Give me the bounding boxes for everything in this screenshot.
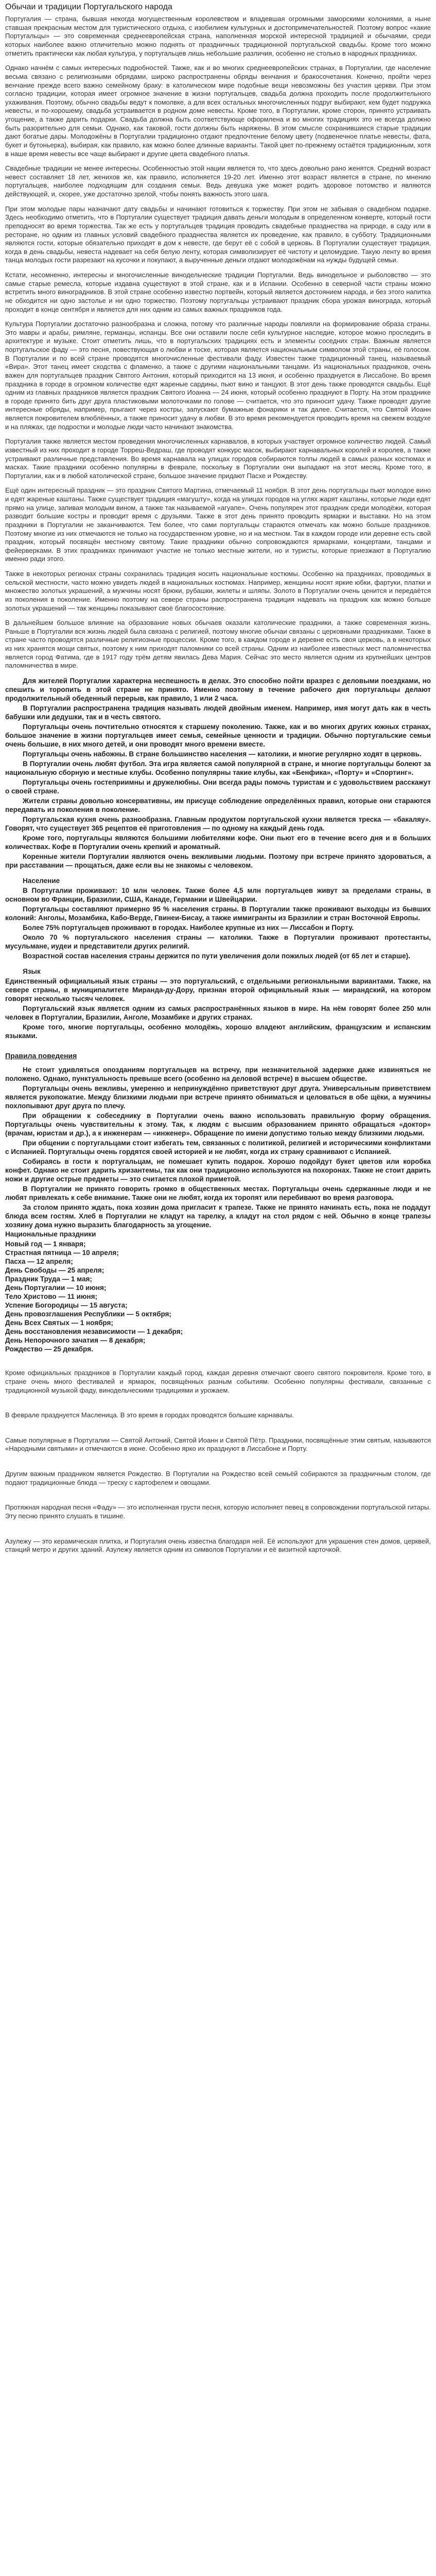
holiday-item: Рождество — 25 декабря.	[5, 1345, 93, 1353]
intro-paragraph: При этом молодые пары назначают дату свадьбы и начинают готовиться к торжеству. При этом не забывая о свадебном подарке. Здесь необходимо отметить, что в Португалии существует традиция давать деньги молодым в определенном конверте, который гости преподносят во время торжества. Так же есть у португальцев традиция проводить свадебные празднества на природе, в саду или в ресторане, но одним из главных условий свадебного празднества является их проведение, как правило, в субботу. Традиционными являются гости, которые обязательно приходят в дом к невесте, где берут её с собой в церковь. В Португалии существует традиция, когда в день свадьбы, невеста надевает на себя белую ленту, которая символизирует её чистоту и целомудрие. Такую ленту во время танца молодых гости разрезают на кусочки и покупают, а вырученные деньги отдают молодожёнам на нужды будущей семьи.	[5, 205, 431, 264]
rule-item: За столом принято ждать, пока хозяин дома пригласит к трапезе. Также не принято начинать есть, пока не подадут блюда всем гостям. Хлеб в Португалии не кладут на тарелку, а кладут на стол рядом с ней. Обычно в конце трапезы хозяину дома нужно выразить благодарность за угощение.	[5, 1204, 431, 1229]
intro-paragraph: Ещё один интересный праздник — это праздник Святого Мартина, отмечаемый 11 ноября. В этот день португальцы пьют молодое вино и едят жареные каштаны. Также существует традиция «магушту», когда на улицах городов на углях жарят каштаны, которые люди едят прямо на улице, запивая молодым вином, а также так называемой «агуапе». Очень популярен этот праздник среди молодёжи, которая разводит большие костры и проводит время с друзьями. Также в этот день принято проводить ярмарки и выставки. Но на этом праздники в Португалии не заканчиваются. Тем более, что сами португальцы стараются отмечать как можно больше праздников. Поэтому многие из них отмечаются не только на государственном уровне, но и на местном. Так в каждом городе или деревне есть свой праздник, который посвящён местному святому. Такие праздники обычно сопровождаются ярмарками, концертами, танцами и фейерверками. В этих праздниках принимают участие не только местные жители, но и туристы, которые приезжают в Португалию именно ради этого.	[5, 486, 431, 563]
closing-paragraph: Протяжная народная песня «Фаду» — это исполненная грусти песня, которую исполняет певец в сопровождении португальской гитары. Эту песню принято слушать в тишине.	[5, 1503, 431, 1520]
facts-section	[5, 676, 431, 1040]
holiday-item: Праздник Труда — 1 мая;	[5, 1275, 92, 1283]
rule-item: Собираясь в гости к португальцам, не помешает купить подарок. Хорошо подойдут букет цветов или коробка конфет. Однако не стоит дарить хризантемы, так как они традиционно используются на похоронах. Также не стоит дарить ножи и другие острые предметы — это считается плохой приметой.	[5, 1158, 431, 1183]
holidays-section	[5, 1230, 431, 1353]
population-heading: Население	[23, 876, 60, 885]
fact-item: Коренные жители Португалии являются очень вежливыми людьми. Поэтому при встрече принято здороваться, а при расставании — прощаться, даже если вы не знакомы с человеком.	[5, 852, 431, 869]
language-heading: Язык	[23, 968, 41, 976]
fact-item: Кроме того, португальцы являются большими любителями кофе. Они пьют его в течение всего дня и в больших количествах. Кофе в Португалии очень крепкий и ароматный.	[5, 834, 431, 851]
holiday-item: День восстановления независимости — 1 декабря;	[5, 1328, 183, 1336]
rule-item: Не стоит удивляться опозданиям португальцев на встречу, при незначительной задержке даже извиняться не положено. Однако, пунктуальность превыше всего (особенно на деловой встрече) в высшем обществе.	[5, 1066, 431, 1083]
intro-paragraph: Также в некоторых регионах страны сохранилась традиция носить национальные костюмы. Особенно на праздниках, проводимых в сельской местности, часто можно увидеть людей в национальных костюмах. Например, женщины носят яркие юбки, фартуки, платки и множество золотых украшений, а мужчины носят брюки, рубашки, жилеты и шляпы. Золото в Португалии очень ценится и передаётся из поколения в поколение. Именно поэтому на севере страны распространена традиция надевать на праздник как можно больше золотых украшений — так женщины показывают своё благосостояние.	[5, 570, 431, 612]
holiday-item: Страстная пятница — 10 апреля;	[5, 1249, 119, 1257]
rule-item: Португальцы очень вежливы, умеренно и непринуждённо приветствуют друг друга. Универсальным приветствием является рукопожатие. Между близкими людьми при встрече принято обниматься и целоваться в обе щёки, а мужчины похлопывают друг друга по плечу.	[5, 1084, 431, 1110]
population-item: Более 75% португальцев проживают в городах. Наиболее крупные из них — Лиссабон и Порту.	[23, 924, 354, 932]
fact-item: Португальцы очень почтительно относятся к старшему поколению. Также, как и во многих других южных странах, большое значение в жизни португальцев имеет семья, семейные ценности и традиции. Обычно португальские семьи очень большие, в них много детей, и они проводят много времени вместе.	[5, 722, 431, 748]
holiday-item: День Непорочного зачатия — 8 декабря;	[5, 1336, 146, 1345]
fact-item: Жители страны довольно консервативны, им присуще соблюдение определённых правил, которые они стараются передавать из поколения в поколение.	[5, 796, 431, 814]
intro-paragraph: Культура Португалии достаточно разнообразна и сложна, потому что различные народы повлияли на формирование образа страны. Это мавры и арабы, римляне, германцы, испанцы. Все они оставили после себя культурное наследие, которое можно проследить в архитектуре и музыке. Стоит отметить лишь, что в португальских традициях есть и элементы соседних стран. Важным является португальское фаду — это песня, повествующая о любви и тоске, которая является национальным символом этой страны, её голосом. В Португалии и по всей стране проводятся многочисленные фестивали фаду. Известен также традиционный танец, называемый «Вира». Этот танец имеет сходства с фламенко, а также с другими национальными танцами. Из национальных праздников, очень важен для португальцев праздник Святого Антония, который приходится на 13 июня, и особенно празднуется в Лиссабоне. Во время праздника в городе в огромном количестве едят жареные сардины, пьют вино и танцуют. В этот день также проводятся свадьбы. Ещё одним из главных праздников является праздник Святого Иоанна — 24 июня, который особенно празднуют в Порту. На этом празднике в городе принято бить друг друга пластиковыми молоточками по голове — считается, что это приносит удачу. Также проводят другие интересные обряды, например, прыгают через костры, запускают бумажные фонарики и так далее. Считается, что Святой Иоанн является покровителем влюблённых, а также приносит удачу в любви. В это время рекомендуется проводить время на свежем воздухе и на пляжах, где подростки и молодые люди часто начинают знакомства.	[5, 320, 431, 431]
intro-section	[5, 15, 431, 670]
holiday-item: Новый год — 1 января;	[5, 1240, 86, 1248]
closing-paragraph: В феврале празднуется Масленица. В это время в городах проводятся большие карнавалы.	[5, 1411, 294, 1419]
closing-paragraph: Самые популярные в Португалии — Святой Антоний, Святой Иоанн и Святой Пётр. Праздники, посвящённые этим святым, называются «Народными святыми» и отмечаются в июне. Особенно ярко их празднуют в Лиссабоне и Порту.	[5, 1436, 431, 1453]
holiday-item: День Свободы — 25 апреля;	[5, 1266, 104, 1275]
rule-item: В Португалии не принято говорить громко в общественных местах. Португальцы очень сдержанные люди и не любят привлекать к себе внимание. Также они не любят, когда их торопят или перебивают во время разговора.	[5, 1185, 431, 1202]
population-item: Возрастной состав населения страны держится по пути увеличения доли пожилых людей (от 65 лет и старше).	[23, 952, 410, 960]
holiday-item: Тело Христово — 11 июня;	[5, 1293, 97, 1301]
closing-section	[5, 1369, 431, 1554]
rules-section	[5, 1052, 431, 1229]
holiday-item: День Всех Святых — 1 ноября;	[5, 1319, 113, 1327]
language-item: Единственный официальный язык страны — это португальский, с отдельными региональными вариантами. Также, на севере страны, в муниципалитете Миранда-ду-Дору, признан второй официальный язык — мирандский, на котором говорят несколько тысяч человек.	[5, 977, 431, 1003]
rules-heading: Правила поведения	[5, 1052, 77, 1060]
population-item: В Португалии проживают: 10 млн человек. Также более 4,5 млн португальцев живут за пределами страны, в основном во Франции, Бразилии, США, Канаде, Германии и Швейцарии.	[5, 887, 431, 904]
population-item: Португальцы составляют примерно 95 % населения страны. В Португалии также проживают выходцы из бывших колоний: Анголы, Мозамбика, Кабо-Верде, Гвинеи-Бисау, а также иммигранты из Бразилии и стран Восточной Европы.	[5, 905, 431, 922]
holiday-item: День провозглашения Республики — 5 октября;	[5, 1310, 171, 1318]
intro-paragraph: Однако начнём с самых интересных подробностей. Также, как и во многих среднеевропейских странах, в Португалии, где население весьма связано с религиозными обрядами, широко распространены обряды венчания и бракосочетания. Конечно, пройти через венчание прежде всего важно семейному браку: в католическом мире подобные вещи невозможны без участия церкви. При этом согласно традиции, которая имеет огромное значение в жизни португальцев, свадьба должна проходить после продолжительного ухаживания. Поэтому, обычно свадьбы ведут к помолвке, а для всех остальных многочисленных подруг выбирают, кем будет подружка невесты, и по-хорошему, свадьба устраивается в родном доме невесты. Кроме того, в Португалии, кроме сторон, принято устраивать угощение, а также дарить подарки. Свадьба должна быть соответствующе оформлена и во многих традициях это не всегда должно быть разорительно для семьи. Однако, как таковой, гости должны быть наряжены. В этом смысле сохранившиеся старые традиции дают богатые дары. Молодожёны в Португалии традиционно отдают предпочтение белому цвету (подвенечное платье невесты, фата, букет и бутоньерка), выбирая, как правило, как можно более длинные варианты. Такой цвет по-прежнему остаётся традиционным, хотя в наше время невесты все чаще выбирают и другие цвета свадебного платья.	[5, 64, 431, 158]
holiday-item: День Португалии — 10 июня;	[5, 1284, 107, 1292]
intro-paragraph: Португалия — страна, бывшая некогда могущественным королевством и владевшая огромными заморскими колониями, а ныне ставшая прекрасным местом для туристического отдыха, с изобилием культурных и достопримечательностей. Поэтому вопрос «какие Португальцы» — это современная среднеевропейская страна, наполненная морской интересной традицией и обычаями, среди которых наиболее важно отличительно можно поднять от праздничных традиционной португальской свадьбы. Кроме того можно отметить практически как любая культура, у португальцев лишь небольшие различия, особенно не столько в народных праздниках.	[5, 15, 431, 57]
language-item: Кроме того, многие португальцы, особенно молодёжь, хорошо владеют английским, французским и испанским языками.	[5, 1023, 431, 1040]
fact-item: В Португалии очень любят футбол. Эта игра является самой популярной в стране, и многие португальцы болеют за национальную сборную и местные клубы. Особенно популярны такие клубы, как «Бенфика», «Порту» и «Спортинг».	[5, 759, 431, 776]
closing-paragraph: Другим важным праздником является Рождество. В Португалии на Рождество всей семьёй собираются за праздничным столом, где подают традиционные блюда — треску с картофелем и овощами.	[5, 1470, 431, 1486]
population-item: Около 70 % португальского населения страны — католики. Также в Португалии проживают протестанты, мусульмане, иудеи и представители других религий.	[5, 934, 431, 951]
rule-item: При общении с португальцами стоит избегать тем, связанных с политикой, религией и историческими конфликтами с Испанией. Португальцы очень гордятся своей историей и не любят, когда их страну сравнивают с Испанией.	[5, 1139, 431, 1156]
fact-item: Для жителей Португалии характерна неспешность в делах. Это способно пойти вразрез с деловыми поездками, но спешить и торопить в этой стране не принято. Именно поэтому в течение рабочего дня португальцы делают продолжительный обеденный перерыв, как правило, 1 или 2 часа.	[5, 676, 431, 702]
fact-item: Португальская кухня очень разнообразна. Главным продуктом португальской кухни является треска — «бакаляу». Говорят, что существует 365 рецептов её приготовления — по одному на каждый день года.	[5, 815, 431, 832]
holiday-item: Успение Богородицы — 15 августа;	[5, 1301, 128, 1310]
fact-item: Португальцы очень набожны. В стране большинство населения — католики, и многие регулярно ходят в церковь.	[23, 750, 422, 758]
rule-item: При обращении к собеседнику в Португалии очень важно использовать правильную форму обращения. Португальцы очень чувствительны к этому. Так, к людям с высшим образованием принято обращаться «доктор» (врачам, юристам и др.), а к инженерам — «инженер». Обращение по имени допустимо только между близкими людьми.	[5, 1112, 431, 1138]
fact-item: Португальцы очень гостеприимны и дружелюбны. Они всегда рады помочь туристам и с удовольствием расскажут о своей стране.	[5, 778, 431, 795]
intro-paragraph: Португалия также является местом проведения многочисленных карнавалов, в которых участвует огромное количество людей. Самый известный из них проходит в городе Торреш-Ведраш, где проводят конкурс масок, выбирают карнавальных королей и королев, а также устраивают различные представления. Во время карнавала на улицах городов собираются толпы людей в самых разных костюмах и масках. Такие праздники особенно популярны в феврале, поскольку в Португалии они выпадают на этот месяц. Кроме того, в Португалии, как и в любой католической стране, большое значение придают Пасхе и Рождеству.	[5, 437, 431, 480]
closing-paragraph: Азулежу — это керамическая плитка, и Португалия очень известна благодаря ней. Её используют для украшения стен домов, церквей, станций метро и других зданий. Азулежу является одним из символов Португалии и её визитной карточкой.	[5, 1537, 431, 1554]
language-item: Португальский язык является одним из самых распространённых языков в мире. На нём говорят более 250 млн человек в Португалии, Бразилии, Анголе, Мозамбике и других странах.	[5, 1005, 431, 1022]
holiday-item: Пасха — 12 апреля;	[5, 1258, 73, 1266]
intro-paragraph: В дальнейшем большое влияние на образование новых обычаев оказали католические праздники, а также современная жизнь. Раньше в Португалии вся жизнь людей была связана с религией, поэтому многие обычаи связаны с церковными праздниками. Также в стране часто проводятся различные религиозные процессии. Кроме того, в каждом городе и деревне есть своя церковь, а в некоторых из них хранятся мощи святых, поэтому к ним приходят паломники со всей страны. Одним из наиболее известных мест паломничества является город Фатима, где в 1917 году трём детям явилась Дева Мария. Сейчас это место является одним из крупнейших центров паломничества в мире.	[5, 619, 431, 670]
closing-paragraph: Кроме официальных праздников в Португалии каждый город, каждая деревня отмечают своего святого покровителя. Кроме того, в стране очень много фестивалей и ярмарок, посвящённых разным событиям. Особенно популярны фестивали, связанные с традиционной музыкой фаду, винодельческими традициями и урожаем.	[5, 1369, 431, 1394]
holidays-heading: Национальные праздники	[5, 1230, 96, 1239]
fact-item: В Португалии распространена традиция называть людей двойным именем. Например, имя могут дать как в честь бабушки или дедушки, так и в честь святого.	[5, 704, 431, 721]
intro-paragraph: Кстати, несомненно, интересны и многочисленные винодельческие традиции Португалии. Ведь винодельное и рыболовство — это самые старые ремесла, которые издавна существуют в этой стране, как и в Испании. Особенно в северной части страны можно встретить много виноградников. В этой стране особенно известно портвейн, который является достоянием народа, и без этого напитка не обходится ни одно застолье и ни одно торжество. Поэтому португальцы устраивают праздник сбора урожая винограда, который проходит в конце сентября и является для них одним из самых важных праздников года.	[5, 271, 431, 313]
intro-paragraph: Свадебные традиции не менее интересны. Особенностью этой нации является то, что здесь довольно рано женятся. Средний возраст невест составляет 18 лет, женихов же, как правило, исполняется 19-20 лет. Именно этот возраст является в стране, по мнению португальцев, наиболее подходящим для создания семьи. Ведь девушка уже может родить здоровое потомство и являются действующей, и, скорее, уже достаточно зрелой, чтобы понять важность этого шага.	[5, 164, 431, 198]
page-title: Обычаи и традиции Португальского народа	[5, 3, 172, 11]
